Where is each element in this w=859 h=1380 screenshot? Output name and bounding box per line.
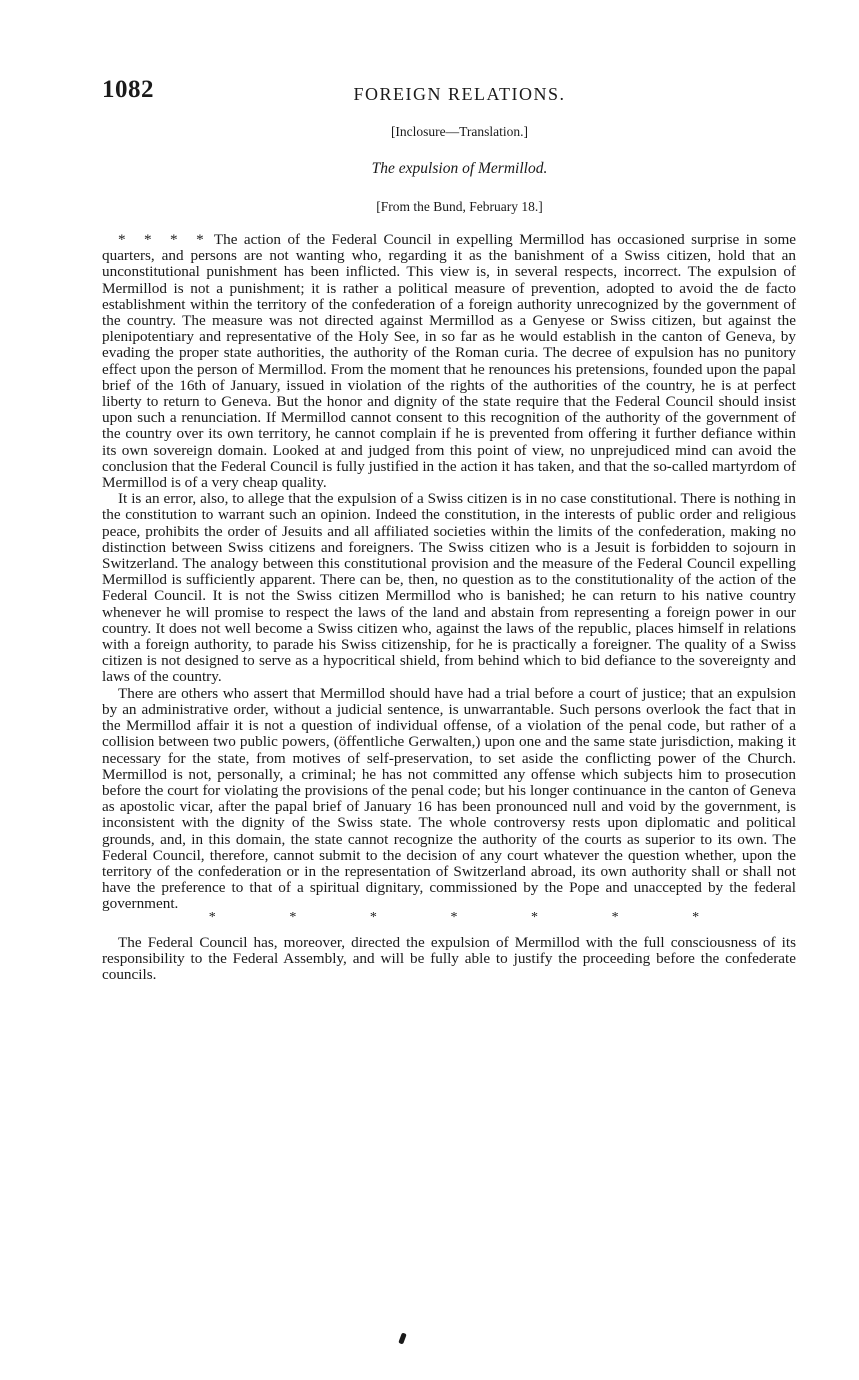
body-text [102,232,796,983]
document-title: The expulsion of Mermillod. [371,160,548,177]
ellipsis-star: * [611,909,619,925]
paragraph-1-text: The action of the Federal Council in expelling Mermillod has occasioned surprise in some quarters, and persons are not wanting who, regarding it as the banishment of a Swiss citizen, hold that an unconstitutional punishment has been inflicted. This view is, in several respects, incorrect. The expulsion of Mermillod is not a punishment; it is rather a political measure of prevention, adopted to avoid the de facto establishment within the territory of the confederation of a foreign authority unrecognized by the government of the country. The measure was not directed against Mermillod as a Genyese or Swiss citizen, but against the plenipotentiary and representative of the Holy See, in so far as he would establish in the canton of Geneva, by evading the proper state authorities, the authority of the Roman curia. The decree of expulsion has no punitory effect upon the person of Mermillod. From the moment that he renounces his pretensions, founded upon the papal brief of the 16th of January, issued in violation of the rights of the authorities of the country, he is at perfect liberty to return to Geneva. But the honor and dignity of the state require that the Federal Council should insist upon such a renunciation. If Mermillod cannot consent to this recognition of the authority of the government of the country over its own territory, he cannot complain if he is prevented from offering it further defiance within its own sovereign domain. Looked at and judged from this point of view, no unprejudiced mind can avoid the conclusion that the Federal Council is fully justified in the action it has taken, and that the so-called martyrdom of Mermillod is of a very cheap quality. [102,231,797,492]
source-line: [From the Bund, February 18.] [376,199,543,214]
paragraph-1 [102,232,796,491]
lead-ellipsis: * * * * [118,231,204,248]
ellipsis-star: * [208,909,216,925]
running-head: FOREIGN RELATIONS. [353,84,566,104]
paragraph-3: There are others who assert that Mermillod should have had a trial before a court of justice; that an expulsion by an administrative order, without a judicial sentence, is unwarrantable. Such persons overlook the fact that in the Mermillod affair it is not a question of individual offense, of a violation of the penal code, but rather of a collision between two public powers, (öffentliche Gerwalten,) upon one and the same state jurisdiction, making it necessary for the state, from motives of self-preservation, to set aside the conflicting power of the Church. Mermillod is not, personally, a criminal; he has not committed any offense which subjects him to prosecution before the court for violating the provisions of the penal code; but his longer continuance in the canton of Geneva as apostolic vicar, after the papal brief of January 16 has been pronounced null and void by the government, is inconsistent with the dignity of the Swiss state. The whole controversy rests upon diplomatic and political grounds, and, in this domain, the state cannot recognize the authority of the courts as superior to its own. The Federal Council, therefore, cannot submit to the decision of any court whatever the question whether, upon the territory of the confederation or in the representation of Switzerland abroad, its own authority shall or shall not have the preference to that of a spiritual dignitary, commissioned by the Pope and unaccepted by the federal government. [102,684,796,913]
ellipsis-star: * [692,909,700,925]
ellipsis-star: * [289,909,297,925]
ellipsis-star: * [369,909,377,925]
page-number: 1082 [102,76,154,103]
ellipsis-star: * [531,909,539,925]
ellipsis-row [102,911,796,925]
ink-mark [398,1332,406,1344]
closing-paragraph: The Federal Council has, moreover, directed the expulsion of Mermillod with the full consciousness of its responsibility to the Federal Assembly, and will be fully able to justify the proceeding before the confederate councils. [102,933,796,983]
enclosure-note: [Inclosure—Translation.] [390,124,529,139]
ellipsis-star: * [450,909,458,925]
paragraph-2: It is an error, also, to allege that the expulsion of a Swiss citizen is in no case constitutional. There is nothing in the constitution to warrant such an opinion. Indeed the constitution, in the interests of public order and religious peace, prohibits the order of Jesuits and all affiliated societies within the limits of the confederation, making no distinction between Swiss citizens and foreigners. The Swiss citizen who is a Jesuit is forbidden to sojourn in Switzerland. The analogy between this constitutional provision and the measure of the Federal Council expelling Mermillod is sufficiently apparent. There can be, then, no question as to the constitutionality of the action of the Federal Council. It is not the Swiss citizen Mermillod who is banished; he can return to his native country whenever he will promise to respect the laws of the land and abstain from representing a foreign power in our country. It does not well become a Swiss citizen who, against the laws of the republic, places himself in relations with a foreign authority, to parade his Swiss citizenship, for he is practically a foreigner. The quality of a Swiss citizen is not designed to serve as a hypocritical shield, from behind which to bid defiance to the sovereignty and laws of the country. [102,490,796,686]
